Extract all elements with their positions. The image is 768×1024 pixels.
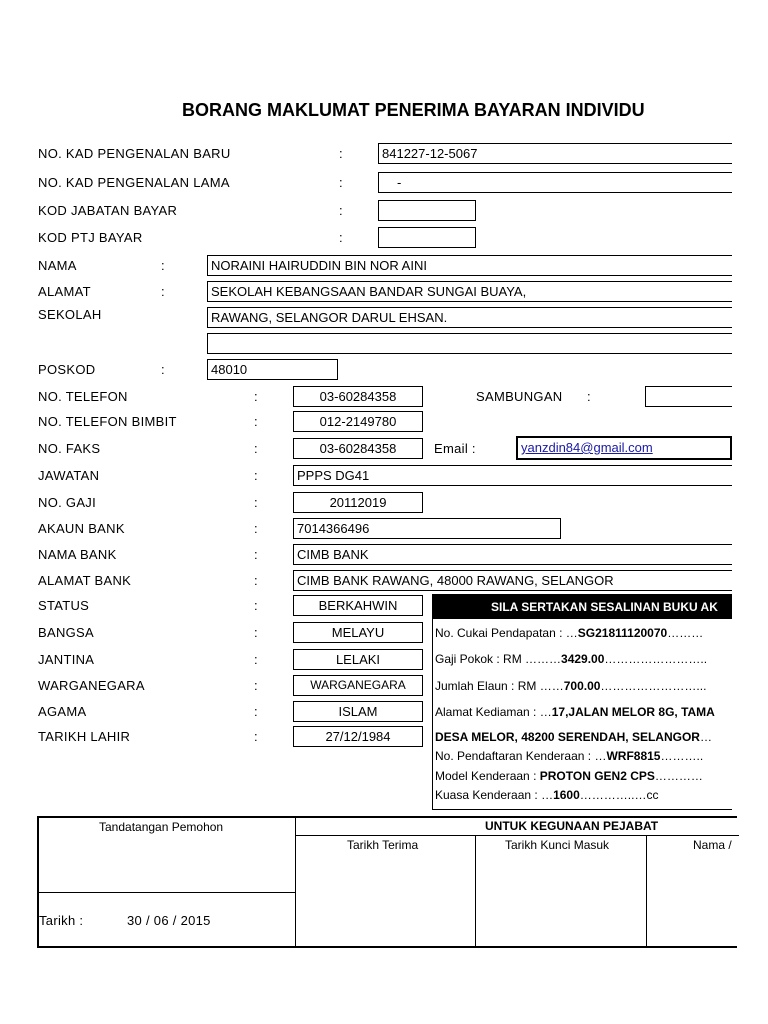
jantina-field[interactable]: LELAKI [293,649,423,670]
divider [295,835,739,836]
tarikh-lahir-field[interactable]: 27/12/1984 [293,726,423,747]
bangsa-field[interactable]: MELAYU [293,622,423,643]
alamat-line2-field[interactable]: RAWANG, SELANGOR DARUL EHSAN. [207,307,732,328]
colon: : [339,146,343,161]
tarikh-value: 30 / 06 / 2015 [127,913,211,928]
model-line: Model Kenderaan : PROTON GEN2 CPS………… [435,769,703,783]
tarikh-label: Tarikh : [39,913,84,928]
colon: : [339,230,343,245]
alamat-bank-label: ALAMAT BANK [38,573,132,588]
email-link[interactable]: yanzdin84@gmail.com [521,440,653,455]
colon: : [254,625,258,640]
bangsa-label: BANGSA [38,625,94,640]
office-use-heading: UNTUK KEGUNAAN PEJABAT [485,819,659,833]
attachment-note-heading: SILA SERTAKAN SESALINAN BUKU AK [433,595,732,619]
colon: : [254,547,258,562]
colon: : [254,652,258,667]
ic-new-label: NO. KAD PENGENALAN BARU [38,146,231,161]
jawatan-label: JAWATAN [38,468,100,483]
agama-field[interactable]: ISLAM [293,701,423,722]
colon: : [161,362,165,377]
colon: : [339,203,343,218]
status-field[interactable]: BERKAHWIN [293,595,423,616]
ic-old-field[interactable]: - [378,172,732,193]
akaun-field[interactable]: 7014366496 [293,518,561,539]
divider [475,835,476,948]
kod-ptj-field[interactable] [378,227,476,248]
telefon-field[interactable]: 03-60284358 [293,386,423,407]
colon: : [254,495,258,510]
colon: : [254,521,258,536]
gaji-label: NO. GAJI [38,495,97,510]
office-use-table [37,816,737,948]
warganegara-label: WARGANEGARA [38,678,145,693]
nama-bank-label: NAMA BANK [38,547,117,562]
colon: : [161,258,165,273]
poskod-label: POSKOD [38,362,96,377]
kuasa-line: Kuasa Kenderaan : …1600…………..…cc [435,788,659,802]
kod-jabatan-field[interactable] [378,200,476,221]
sekolah-label: SEKOLAH [38,307,102,322]
colon: : [254,704,258,719]
tarikh-terima-header: Tarikh Terima [347,838,419,852]
sambungan-field[interactable] [645,386,732,407]
colon: : [254,729,258,744]
ic-new-field[interactable]: 841227-12-5067 [378,143,732,164]
akaun-label: AKAUN BANK [38,521,125,536]
colon: : [339,175,343,190]
colon: : [254,441,258,456]
divider [646,835,647,948]
telefon-label: NO. TELEFON [38,389,128,404]
nama-header: Nama / [693,838,732,852]
nama-field[interactable]: NORAINI HAIRUDDIN BIN NOR AINI [207,255,732,276]
alamat-line1-field[interactable]: SEKOLAH KEBANGSAAN BANDAR SUNGAI BUAYA, [207,281,732,302]
colon: : [587,389,591,404]
signature-label: Tandatangan Pemohon [99,820,224,834]
nama-label: NAMA [38,258,77,273]
colon: : [254,598,258,613]
agama-label: AGAMA [38,704,87,719]
alamat-kediaman-line2: DESA MELOR, 48200 SERENDAH, SELANGOR… [435,730,712,744]
faks-label: NO. FAKS [38,441,101,456]
alamat-line3-field[interactable] [207,333,732,354]
kod-jabatan-label: KOD JABATAN BAYAR [38,203,178,218]
poskod-field[interactable]: 48010 [207,359,338,380]
cukai-line: No. Cukai Pendapatan : …SG21811120070……… [435,626,704,640]
sambungan-label: SAMBUNGAN [476,389,563,404]
status-label: STATUS [38,598,90,613]
tarikh-lahir-label: TARIKH LAHIR [38,729,131,744]
ic-old-label: NO. KAD PENGENALAN LAMA [38,175,230,190]
alamat-kediaman-line: Alamat Kediaman : …17,JALAN MELOR 8G, TAMA [435,705,715,719]
colon: : [254,414,258,429]
gaji-field[interactable]: 20112019 [293,492,423,513]
nama-bank-field[interactable]: CIMB BANK [293,544,732,565]
colon: : [254,468,258,483]
page-title: BORANG MAKLUMAT PENERIMA BAYARAN INDIVIDU [182,100,645,120]
kenderaan-line: No. Pendaftaran Kenderaan : …WRF8815……….. [435,749,704,763]
faks-field[interactable]: 03-60284358 [293,438,423,459]
warganegara-field[interactable]: WARGANEGARA [293,675,423,696]
gaji-pokok-line: Gaji Pokok : RM ………3429.00…………………….. [435,652,708,666]
colon: : [161,284,165,299]
email-field[interactable] [516,436,732,460]
bimbit-label: NO. TELEFON BIMBIT [38,414,177,429]
alamat-label: ALAMAT [38,284,91,299]
email-label: Email : [434,441,476,456]
divider [295,818,296,948]
jantina-label: JANTINA [38,652,95,667]
kod-ptj-label: KOD PTJ BAYAR [38,230,143,245]
alamat-bank-field[interactable]: CIMB BANK RAWANG, 48000 RAWANG, SELANGOR [293,570,732,591]
attachment-note-panel [432,594,732,810]
bimbit-field[interactable]: 012-2149780 [293,411,423,432]
colon: : [254,678,258,693]
elaun-line: Jumlah Elaun : RM ……700.00……………………... [435,679,707,693]
colon: : [254,573,258,588]
divider [39,892,295,893]
jawatan-field[interactable]: PPPS DG41 [293,465,732,486]
tarikh-kunci-masuk-header: Tarikh Kunci Masuk [505,838,610,852]
colon: : [254,389,258,404]
